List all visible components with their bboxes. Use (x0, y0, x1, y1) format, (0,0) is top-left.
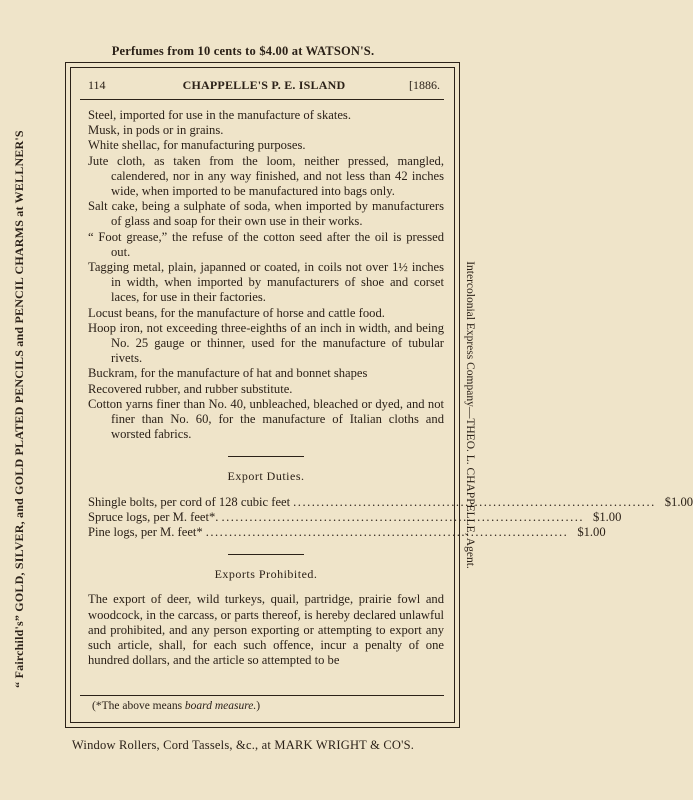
duty-row (88, 494, 693, 510)
left-margin-advertisement: “ Fairchild's” GOLD, SILVER, and GOLD PLATED PENCILS and PENCIL CHARMS at WELLNER'S (12, 130, 26, 688)
list-item: Cotton yarns finer than No. 40, unbleached, bleached or dyed, and not finer than No. 60, for the manufacture of Italian cloths and worsted fabrics. (88, 396, 444, 442)
duty-label: Shingle bolts, per cord of 128 cubic feet (88, 494, 291, 509)
duty-row (88, 525, 606, 540)
duty-value: $1.00 (577, 525, 606, 540)
header-year: [1886. (409, 78, 440, 92)
footnote-prefix: (*The above means (92, 700, 185, 712)
footnote-emphasis: board measure. (184, 700, 257, 712)
leader-dots: .............................................................................. (205, 525, 569, 540)
list-item: Recovered rubber, and rubber substitute. (88, 381, 293, 396)
export-duties-heading: Export Duties. (227, 469, 305, 484)
duty-label: Pine logs, per M. feet* (88, 525, 203, 540)
list-item: Musk, in pods or in grains. (88, 123, 224, 138)
section-divider (228, 456, 304, 457)
list-item: Salt cake, being a sulphate of soda, when imported by manufacturers of glass and soap for their own use in their works. (88, 199, 444, 229)
duty-value: $1.00 (593, 509, 622, 524)
leader-dots: .............................................................................. (221, 509, 585, 524)
header-rule (80, 99, 444, 100)
duty-label: Spruce logs, per M. feet*. (88, 509, 219, 524)
list-item: White shellac, for manufacturing purposes. (88, 138, 306, 153)
exports-prohibited-heading: Exports Prohibited. (214, 567, 318, 582)
footnote (92, 700, 260, 712)
top-advertisement: Perfumes from 10 cents to $4.00 at WATSON'S. (111, 44, 375, 58)
list-item: Buckram, for the manufacture of hat and bonnet shapes (88, 366, 368, 381)
footnote-suffix: ) (256, 700, 261, 712)
list-item: “ Foot grease,” the refuse of the cotton seed after the oil is pressed out. (88, 229, 444, 259)
list-item: Jute cloth, as taken from the loom, neither pressed, mangled, calendered, nor in any way finished, and not less than 42 inches wide, when imported to be manufactured into bags only. (88, 153, 444, 199)
prohibition-paragraph: The export of deer, wild turkeys, quail, partridge, prairie fowl and woodcock, in the carcass, or parts thereof, is hereby declared unlawful and prohibited, and any person exporting or attempting to export any such article, shall, for each such offence, incur a penalty of one hundred dollars, and the article so attempted to be (88, 592, 444, 668)
duty-value: $1.00 (664, 494, 693, 509)
section-divider (228, 554, 304, 555)
bottom-advertisement: Window Rollers, Cord Tassels, &c., at MARK WRIGHT & CO'S. (71, 738, 415, 752)
footnote-rule (80, 695, 444, 696)
list-item: Locust beans, for the manufacture of horse and cattle food. (88, 305, 385, 320)
duty-row (88, 509, 622, 525)
list-item: Tagging metal, plain, japanned or coated, in coils not over 1½ inches in width, when imported by manufacturers of shoe and corset laces, for use in their factories. (88, 260, 444, 305)
list-item: Hoop iron, not exceeding three-eighths of an inch in width, and being No. 25 gauge or thinner, used for the manufacture of tubular rivets. (88, 320, 444, 366)
leader-dots: .............................................................................. (293, 494, 656, 509)
right-margin-advertisement: Intercolonial Express Company—THEO. L. CHAPPELLE, Agent. (464, 261, 476, 569)
running-title: CHAPPELLE'S P. E. ISLAND (182, 78, 346, 92)
page-number: 114 (88, 78, 106, 92)
list-item: Steel, imported for use in the manufacture of skates. (88, 108, 351, 122)
running-header (88, 78, 440, 96)
